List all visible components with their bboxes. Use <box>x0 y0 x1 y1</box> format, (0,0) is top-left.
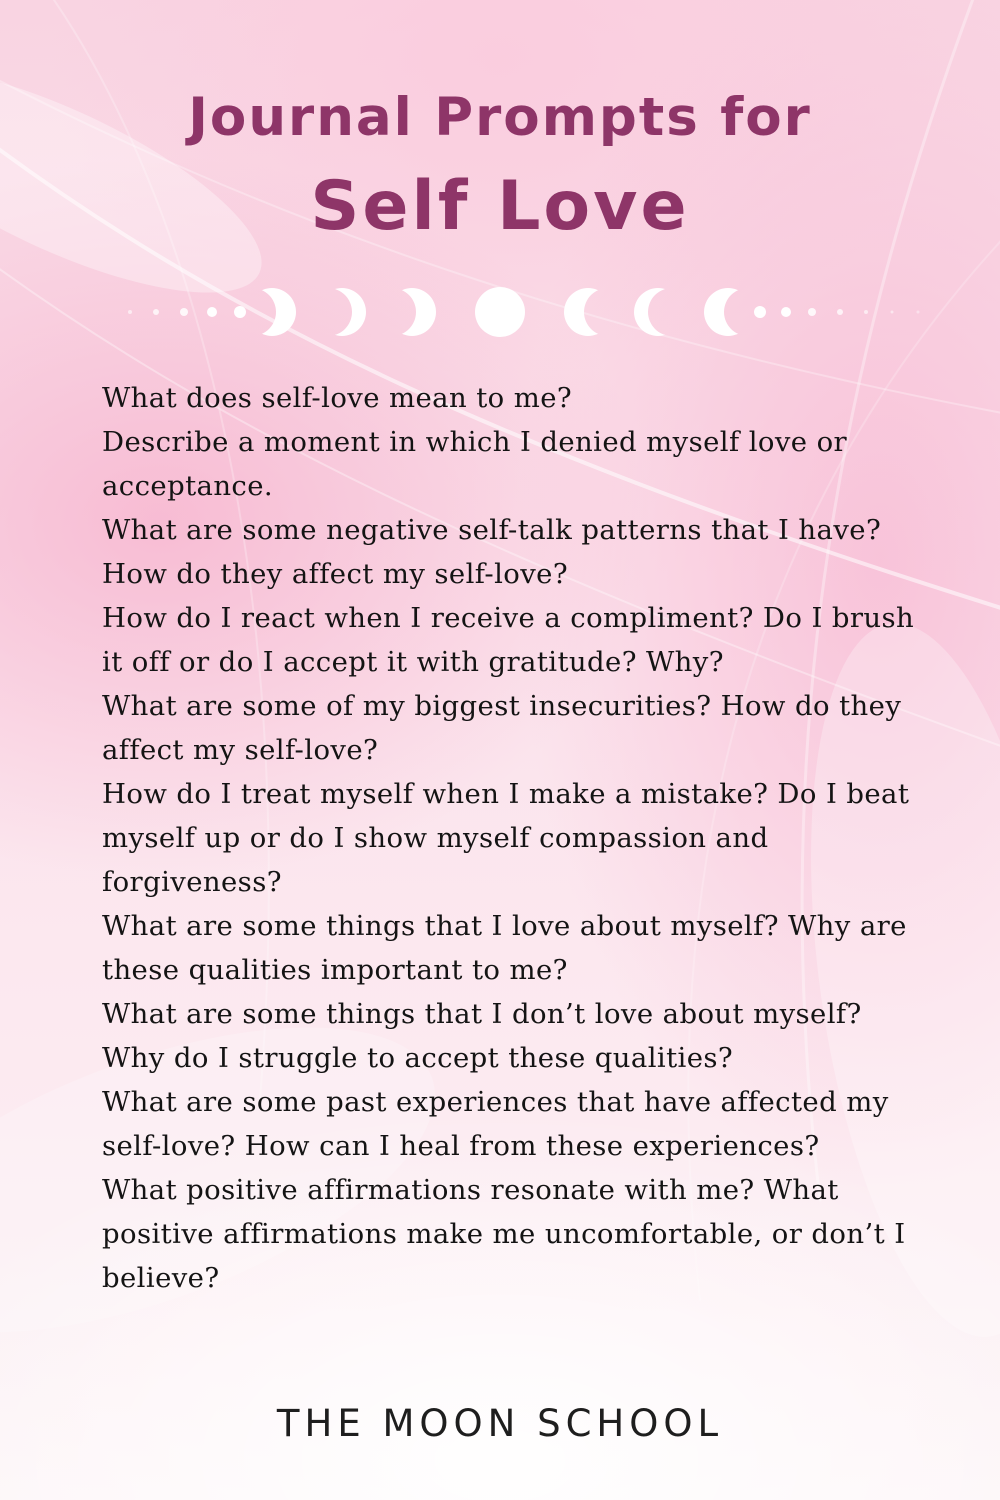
waning-gibbous-icon <box>564 288 612 336</box>
waxing-gibbous-icon <box>388 288 436 336</box>
prompt-item: What positive affirmations resonate with me? What positive affirmations make me uncomfortable, or don’t I believe? <box>102 1174 906 1294</box>
prompt-item: What does self-love mean to me? <box>102 382 573 414</box>
title-line-1: Journal Prompts for <box>188 87 812 148</box>
title-line-2: Self Love <box>310 167 690 246</box>
full-moon-icon <box>475 287 525 337</box>
brand-footer: THE MOON SCHOOL <box>276 1402 724 1445</box>
dots-right-icon <box>754 306 920 318</box>
prompt-list <box>102 376 922 1300</box>
last-quarter-icon <box>634 288 682 336</box>
moon-phases-divider <box>100 282 930 342</box>
prompt-item: How do I treat myself when I make a mistake? Do I beat myself up or do I show myself compassion and forgiveness? <box>102 778 910 898</box>
prompt-item: How do I react when I receive a compliment? Do I brush it off or do I accept it with gratitude? Why? <box>102 602 915 678</box>
prompt-item: Describe a moment in which I denied myself love or acceptance. <box>102 426 848 502</box>
prompt-item: What are some things that I don’t love about myself? Why do I struggle to accept these qualities? <box>102 998 862 1074</box>
prompt-item: What are some negative self-talk patterns that I have? How do they affect my self-love? <box>102 514 882 590</box>
dots-left-icon <box>128 306 246 318</box>
header <box>0 84 1000 252</box>
waning-crescent-icon <box>704 288 752 336</box>
prompt-item: What are some things that I love about myself? Why are these qualities important to me? <box>102 910 907 986</box>
prompt-item: What are some of my biggest insecurities? How do they affect my self-love? <box>102 690 902 766</box>
first-quarter-icon <box>318 288 366 336</box>
waxing-crescent-icon <box>248 288 296 336</box>
prompt-item: What are some past experiences that have affected my self-love? How can I heal from these experiences? <box>102 1086 889 1162</box>
